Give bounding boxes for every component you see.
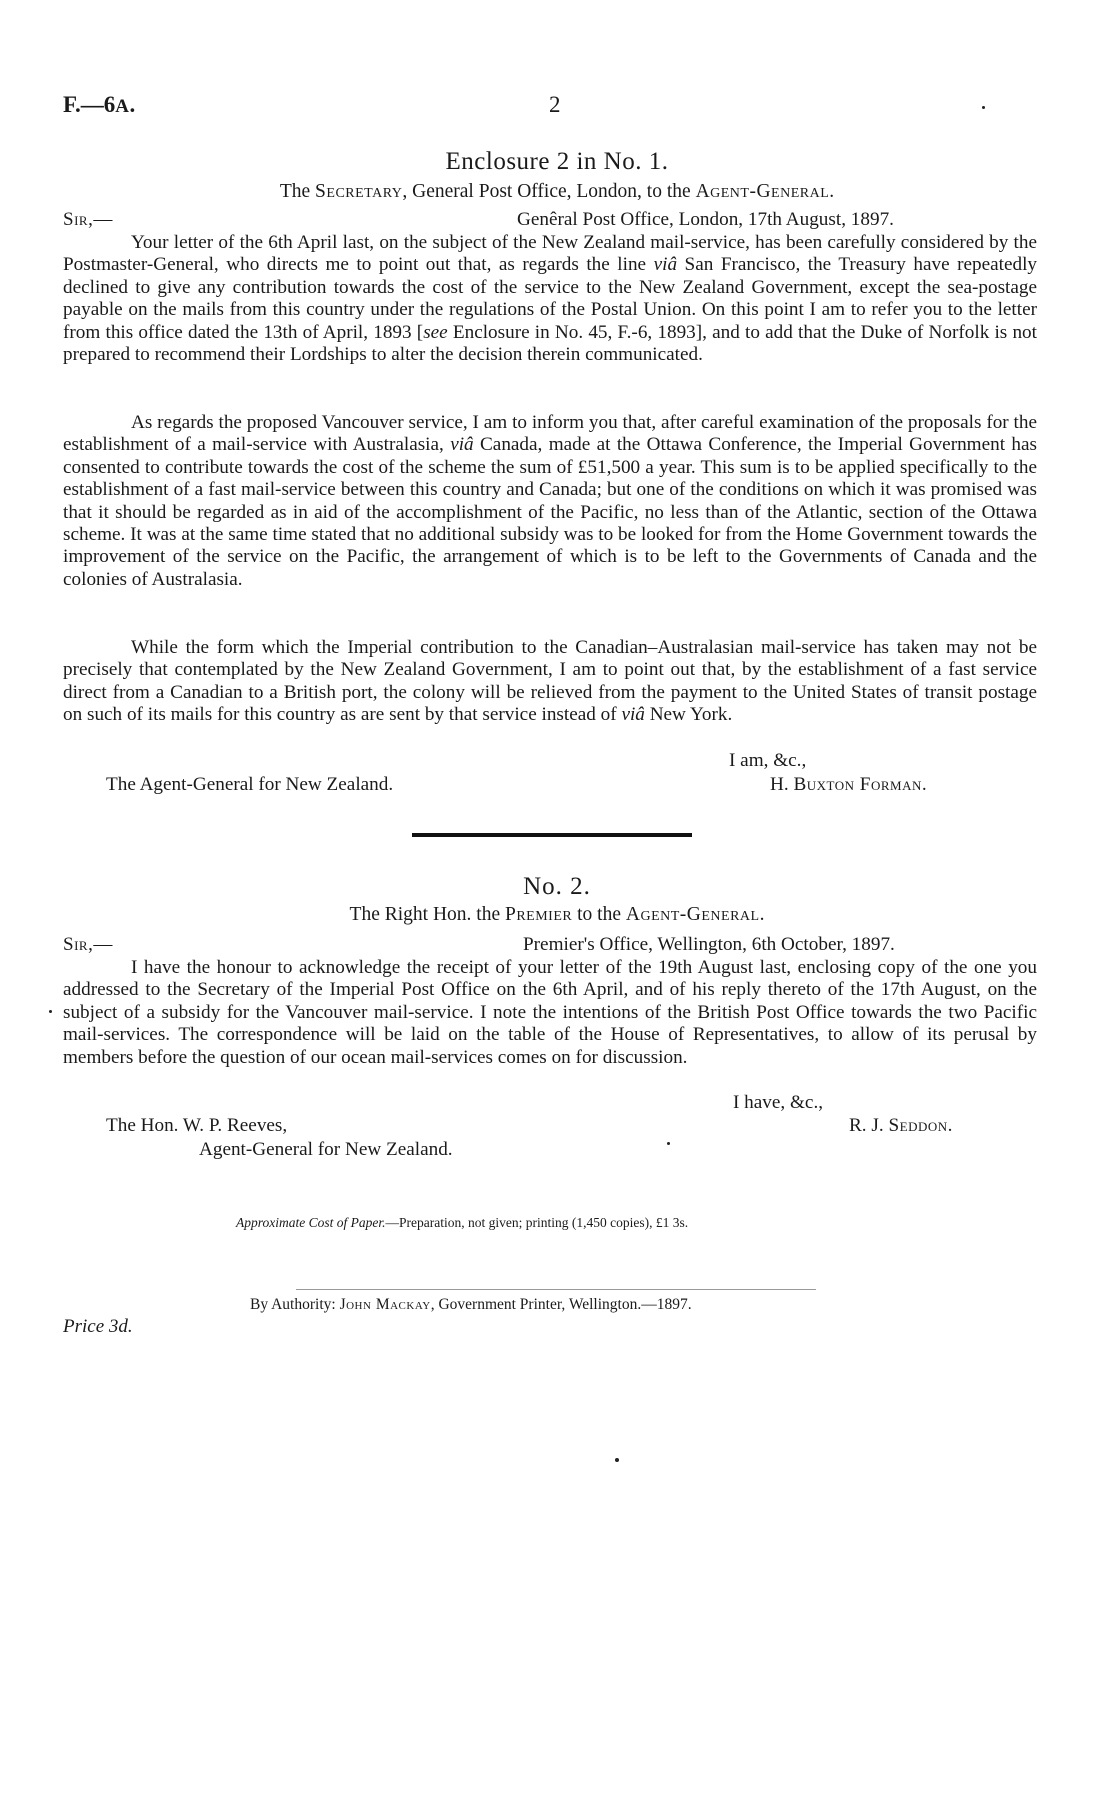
page-number: 2 [549,92,561,117]
no2-signature-initial: R. J. [849,1115,889,1136]
enclosure-address: Genêral Post Office, London, 17th August, 1897. [517,209,894,230]
no2-paragraph-1: I have the honour to acknowledge the receipt of your letter of the 19th August last, enclosing copy of the one you addressed to the Secretary of the Imperial Post Office on the 6th April, and of his reply thereto of the 17th August, on the subject of a subsidy for the Vancouver mail-service. I note the intentions of the British Post Office towards the two Pacific mail-services. The correspondence will be laid on the table of the House of Representatives, to allow of its perusal by members before the question of our ocean mail-services comes on for discussion. [63,957,1037,1068]
enclosure-subtitle-part1: The [279,181,316,202]
no2-signature-name: Seddon. [888,1115,953,1136]
enclosure-p2-a: As regards the proposed Vancouver service, I am to inform you that, after careful examination of the proposals for the establishment of a mail-service with Australasia, [63,412,1037,456]
no2-subtitle-part1: The Right Hon. the [349,904,505,925]
no2-subtitle-premier: Premier [505,904,573,925]
section-divider [412,833,692,837]
no2-address: Premier's Office, Wellington, 6th October, 1897. [523,934,895,955]
no2-closing: I have, &c., [733,1092,824,1113]
enclosure-p1-b: San Francisco, the Treasury have repeatedly declined to give any contribution towards the cost of the service to the New Zealand Government, except the sea-postage payable on the mails from this country under the regulations of the Postal Union. On this point I am to refer you to the letter from this office dated the 13th of April, 1893 [ [63,254,1037,343]
enclosure-p3-via: viâ [621,704,645,726]
no2-recipient-title: Agent-General for New Zealand. [199,1139,453,1160]
enclosure-p1-c: Enclosure in No. 45, F.-6, 1893], and to add that the Duke of Norfolk is not prepared to recommend their Lordships to alter the decision therein communicated. [63,321,1037,366]
enclosure-subtitle-agent: Agent-General [695,181,830,202]
document-reference-period: . [129,92,136,117]
printer-authority [250,1296,692,1314]
print-speck [982,106,985,109]
no2-subtitle-part2: to the [572,904,626,925]
enclosure-subtitle [0,181,1114,203]
enclosure-p1-via: viâ [653,254,678,276]
no2-recipient-name: The Hon. W. P. Reeves, [106,1115,288,1136]
enclosure-p1-see: see [423,321,448,343]
document-reference-suffix: A [115,96,130,117]
enclosure-signature-name: Buxton Forman. [793,774,928,795]
enclosure-salutation: Sir,— [63,209,113,230]
enclosure-closing: I am, &c., [729,750,807,771]
no2-signature [849,1115,953,1137]
no2-subtitle-part3: . [759,904,765,925]
no2-title: No. 2. [523,873,591,900]
no2-subtitle-agent: Agent-General [625,904,760,925]
enclosure-paragraph-1 [63,232,1037,366]
cost-of-paper-label: Approximate Cost of Paper. [236,1215,386,1230]
enclosure-signature [770,774,927,796]
enclosure-subtitle-secretary: Secretary [315,181,403,202]
document-reference [63,92,135,118]
cost-of-paper [236,1215,688,1231]
price: Price 3d. [63,1316,133,1337]
print-speck [615,1458,619,1462]
printer-authority-name: John Mackay [339,1296,431,1313]
printer-authority-part1: By Authority: [250,1296,340,1313]
enclosure-p3-b: New York. [644,704,733,726]
enclosure-p1-a: Your letter of the 6th April last, on the subject of the New Zealand mail-service, has been carefully considered by the Postmaster-General, who directs me to point out that, as regards the line [63,232,1037,276]
printer-authority-part2: , Government Printer, Wellington.—1897. [430,1296,692,1313]
print-speck [667,1142,670,1145]
enclosure-subtitle-part2: , General Post Office, London, to the [402,181,696,202]
enclosure-paragraph-3 [63,637,1037,727]
document-reference-code: F.—6 [63,92,116,117]
cost-of-paper-text: —Preparation, not given; printing (1,450 copies), £1 3s. [385,1215,689,1230]
enclosure-title: Enclosure 2 in No. 1. [445,148,669,175]
enclosure-p2-via: viâ [450,434,474,456]
no2-subtitle [0,904,1114,926]
enclosure-p3-a: While the form which the Imperial contribution to the Canadian–Australasian mail-service has taken may not be precisely that contemplated by the New Zealand Government, I am to point out that, by the establishment of a fast service direct from a Canadian to a British port, the colony will be relieved from the payment to the United States of transit postage on such of its mails for this country as are sent by that service instead of [63,637,1037,726]
no2-salutation: Sir,— [63,934,113,955]
enclosure-subtitle-part3: . [829,181,835,202]
enclosure-recipient: The Agent-General for New Zealand. [106,774,394,795]
footer-rule [296,1289,816,1290]
print-speck [49,1010,52,1013]
enclosure-paragraph-2 [63,412,1037,591]
enclosure-p2-b: Canada, made at the Ottawa Conference, the Imperial Government has consented to contribute towards the cost of the scheme the sum of £51,500 a year. This sum is to be applied specifically to the establishment of a fast mail-service between this country and Canada; but one of the conditions on which it was promised was that it should be regarded as in aid of the accomplishment of the Pacific, no less than of the Atlantic, section of the Ottawa scheme. It was at the same time stated that no additional subsidy was to be looked for from the Home Government towards the improvement of the service on the Pacific, the arrangement of which is to be left to the Governments of Canada and the colonies of Australasia. [63,434,1037,590]
enclosure-signature-initial: H. [770,774,794,795]
